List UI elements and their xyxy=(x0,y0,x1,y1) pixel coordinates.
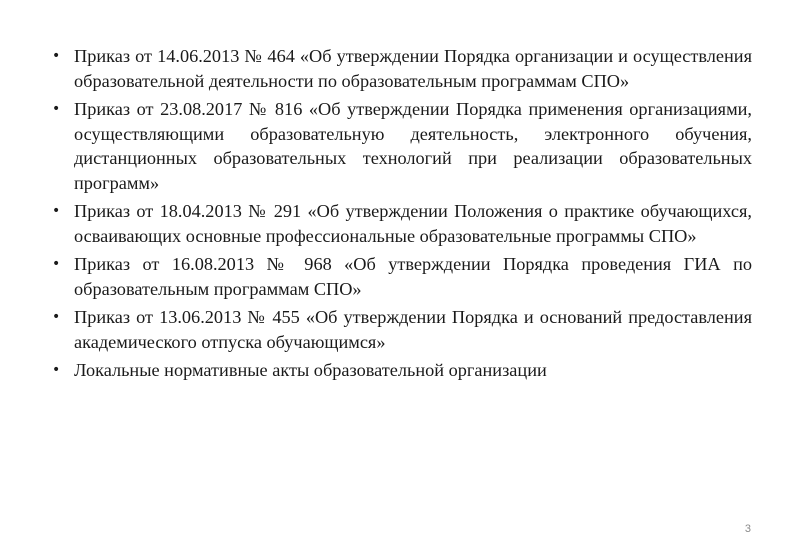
list-item xyxy=(48,358,752,383)
list-item-text: Приказ от 23.08.2017 № 816 «Об утверждении Порядка применения организациями, осуществляющими образовательную деятельность, электронного обучения, дистанционных образовательных технологий при реализации образовательных программ» xyxy=(74,99,752,193)
bullet-icon: • xyxy=(52,362,61,378)
list-item xyxy=(48,199,752,248)
bullet-icon: • xyxy=(52,101,61,117)
page-number: 3 xyxy=(744,523,751,535)
list-item-text: Приказ от 16.08.2013 № 968 «Об утверждении Порядка проведения ГИА по образовательным программам СПО» xyxy=(74,254,752,299)
list-item xyxy=(48,97,752,195)
list-item-text: Приказ от 13.06.2013 № 455 «Об утверждении Порядка и оснований предоставления академического отпуска обучающимся» xyxy=(74,307,752,352)
bullet-icon: • xyxy=(52,203,61,219)
list-item xyxy=(48,44,752,93)
list-item-text: Приказ от 18.04.2013 № 291 «Об утверждении Положения о практике обучающихся, осваивающих основные профессиональные образовательные программы СПО» xyxy=(74,201,752,246)
regulation-list xyxy=(48,44,752,387)
list-item xyxy=(48,305,752,354)
bullet-icon: • xyxy=(52,256,61,272)
bullet-icon: • xyxy=(52,309,61,325)
list-item-text: Приказ от 14.06.2013 № 464 «Об утверждении Порядка организации и осуществления образовательной деятельности по образовательным программам СПО» xyxy=(74,46,752,91)
list-item-text: Локальные нормативные акты образовательной организации xyxy=(74,360,547,380)
bullet-icon: • xyxy=(52,48,61,64)
list-item xyxy=(48,252,752,301)
